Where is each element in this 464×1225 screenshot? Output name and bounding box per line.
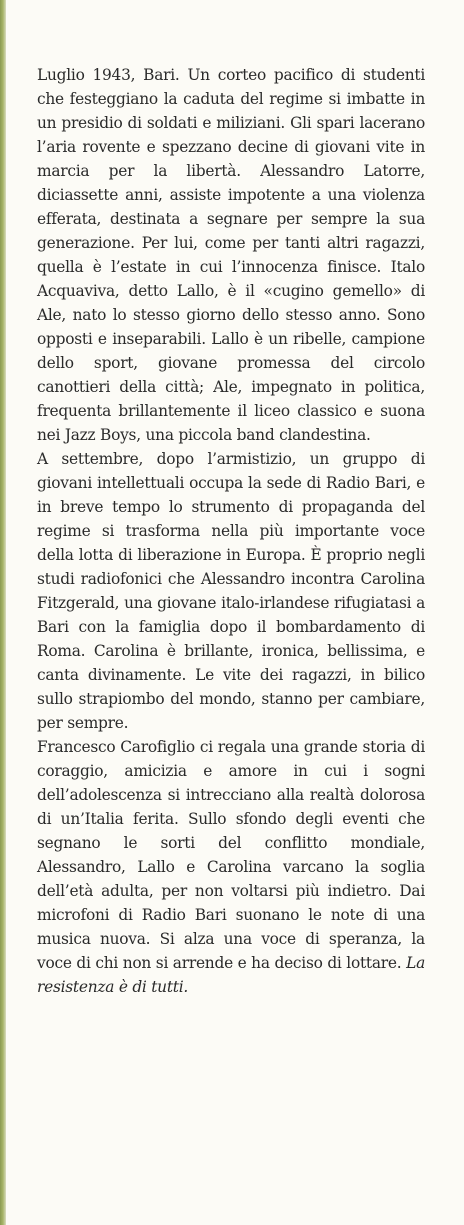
blurb-paragraph-1 — [37, 63, 425, 447]
blurb-paragraph-1-text: Luglio 1943, Bari. Un corteo pacifico di studenti che festeggiano la caduta del regime si imbatte in un presidio di soldati e miliziani. Gli spari lacerano l’aria rovente e spezzano decine di giovani vite in marcia per la libertà. Alessandro Latorre, diciassette anni, assiste impotente a una violenza efferata, destinata a segnare per sempre la sua generazione. Per lui, come per tanti altri ragazzi, quella è l’estate in cui l’innocenza finisce. Italo Acquaviva, detto Lallo, è il «cugino gemello» di Ale, nato lo stesso giorno dello stesso anno. Sono opposti e inseparabili. Lallo è un ribelle, campione dello sport, giovane promessa del circolo canottieri della città; Ale, impegnato in politica, frequenta brillantemente il liceo classico e suona nei Jazz Boys, una piccola band clandestina. — [37, 66, 425, 444]
blurb-closing-italic: La resistenza è di tutti. — [37, 954, 425, 996]
cover-edge-stripe — [0, 0, 6, 1225]
blurb-text — [37, 63, 425, 999]
blurb-paragraph-3 — [37, 735, 425, 999]
blurb-paragraph-2 — [37, 447, 425, 735]
blurb-paragraph-3-text: Francesco Carofiglio ci regala una grande storia di coraggio, amicizia e amore in cui i sogni dell’adolescenza si intrecciano alla realtà dolorosa di un’Italia ferita. Sullo sfondo degli eventi che segnano le sorti del conflitto mondiale, Alessandro, Lallo e Carolina varcano la soglia dell’età adulta, per non voltarsi più indietro. Dai microfoni di Radio Bari suonano le note di una musica nuova. Si alza una voce di speranza, la voce di chi non si arrende e ha deciso di lottare. — [37, 738, 425, 972]
blurb-paragraph-2-text: A settembre, dopo l’armistizio, un gruppo di giovani intellettuali occupa la sede di Radio Bari, e in breve tempo lo strumento di propaganda del regime si trasforma nella più importante voce della lotta di liberazione in Europa. È proprio negli studi radiofonici che Alessandro incontra Carolina Fitzgerald, una giovane italo-irlandese rifugiatasi a Bari con la famiglia dopo il bombardamento di Roma. Carolina è brillante, ironica, bellissima, e canta divinamente. Le vite dei ragazzi, in bilico sullo strapiombo del mondo, stanno per cambiare, per sempre. — [37, 450, 425, 732]
